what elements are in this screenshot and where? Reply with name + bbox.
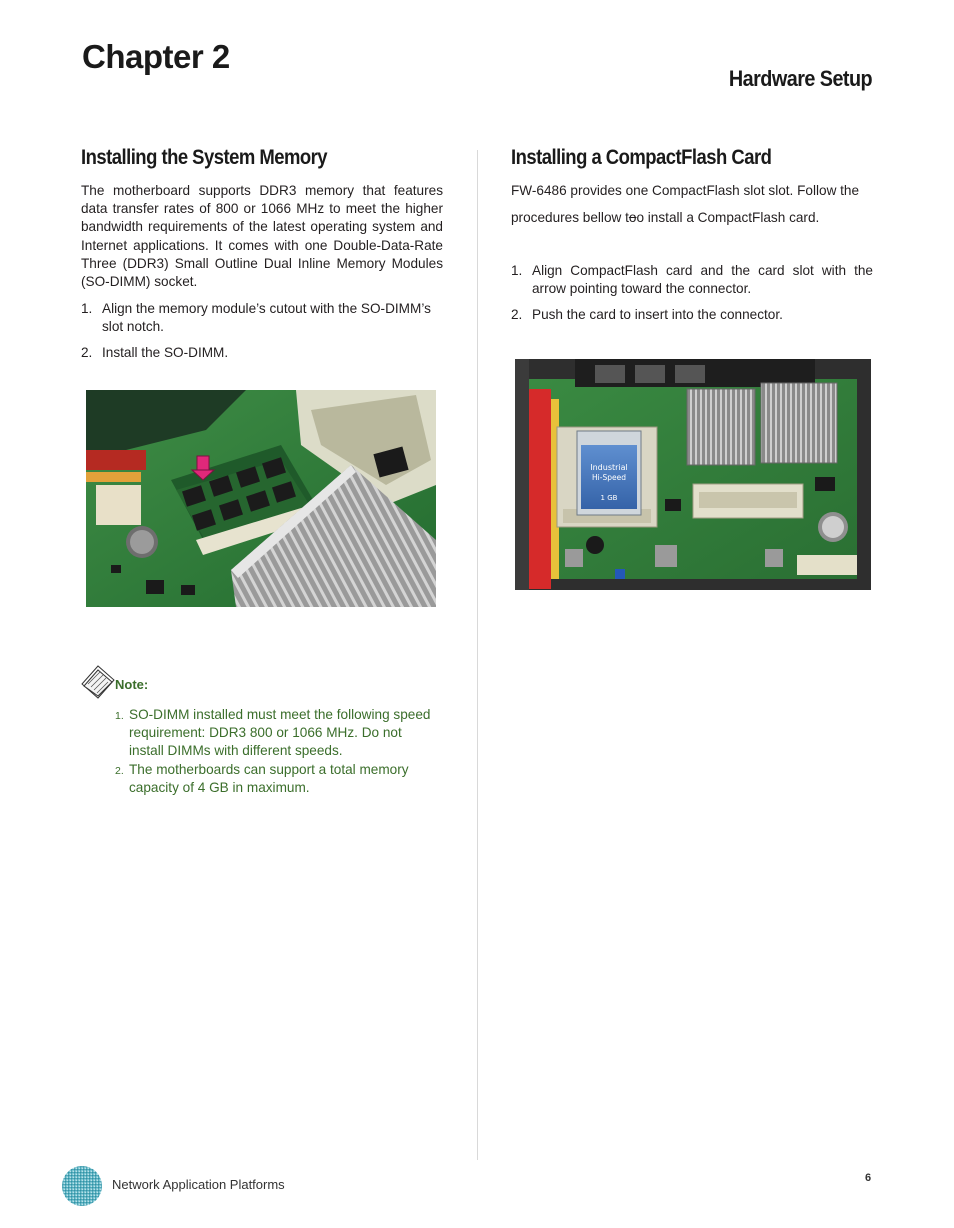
- memory-intro: The motherboard supports DDR3 memory that features data transfer rates of 800 or 1066 MHz to meet the higher bandwidth requirements of the latest operating system and Internet applications. It comes with one Double-Data-Rate Three (DDR3) Small Outline Dual Inline Memory Modules (SO-DIMM) socket.: [81, 183, 443, 290]
- page-number: 6: [865, 1172, 872, 1184]
- step-number: 1.: [511, 263, 523, 278]
- memory-heading: Installing the System Memory: [81, 146, 328, 169]
- list-item: [511, 306, 873, 324]
- list-item: [115, 761, 433, 797]
- sodimm-photo: [86, 390, 436, 607]
- column-divider: [477, 150, 478, 1160]
- compactflash-steps: [511, 262, 873, 325]
- cf-card-label-2: Hi-Speed: [592, 473, 626, 482]
- step-text: Align the memory module’s cutout with the SO-DIMM’s slot notch.: [102, 301, 431, 335]
- note-icon: [78, 662, 118, 702]
- intro-text-a: procedures bellow t: [511, 210, 629, 225]
- cf-card-label-3: 1 GB: [600, 494, 618, 502]
- note-label: Note:: [115, 677, 149, 692]
- sodimm-illustration: [86, 390, 436, 607]
- list-item: [511, 262, 873, 298]
- step-text: Install the SO-DIMM.: [102, 345, 229, 361]
- note-list: [115, 706, 433, 797]
- memory-steps: [81, 300, 443, 363]
- compactflash-heading: Installing a CompactFlash Card: [511, 146, 772, 169]
- step-number: 2.: [81, 345, 93, 361]
- compactflash-photo: [515, 359, 871, 590]
- intro-text-strike: o: [628, 210, 637, 225]
- logo-icon: [60, 1164, 104, 1208]
- list-item: [81, 300, 443, 336]
- compactflash-card: [577, 431, 641, 515]
- intro-text-b: o install a CompactFlash card.: [636, 210, 820, 225]
- step-number: 1.: [81, 301, 93, 316]
- note-text: SO-DIMM installed must meet the following speed requirement: DDR3 800 or 1066 MHz. Do not install DIMMs with different speeds.: [129, 707, 431, 759]
- compactflash-illustration: [515, 359, 871, 590]
- step-number: 2.: [511, 307, 523, 323]
- compactflash-intro-line2: [511, 209, 873, 227]
- list-item: [81, 344, 443, 362]
- note-number: 2.: [115, 764, 124, 777]
- list-item: [115, 706, 433, 761]
- section-title: Hardware Setup: [728, 66, 872, 91]
- compactflash-intro-line1: FW-6486 provides one CompactFlash slot slot. Follow the: [511, 183, 860, 198]
- cf-card-label-1: Industrial: [590, 463, 628, 472]
- step-text: Align CompactFlash card and the card slot with the arrow pointing toward the connector.: [532, 263, 873, 297]
- note-text: The motherboards can support a total memory capacity of 4 GB in maximum.: [129, 761, 409, 795]
- step-text: Push the card to insert into the connector.: [532, 307, 783, 323]
- chapter-title: Chapter 2: [82, 38, 230, 75]
- footer-text: Network Application Platforms: [112, 1177, 285, 1192]
- note-number: 1.: [115, 710, 124, 722]
